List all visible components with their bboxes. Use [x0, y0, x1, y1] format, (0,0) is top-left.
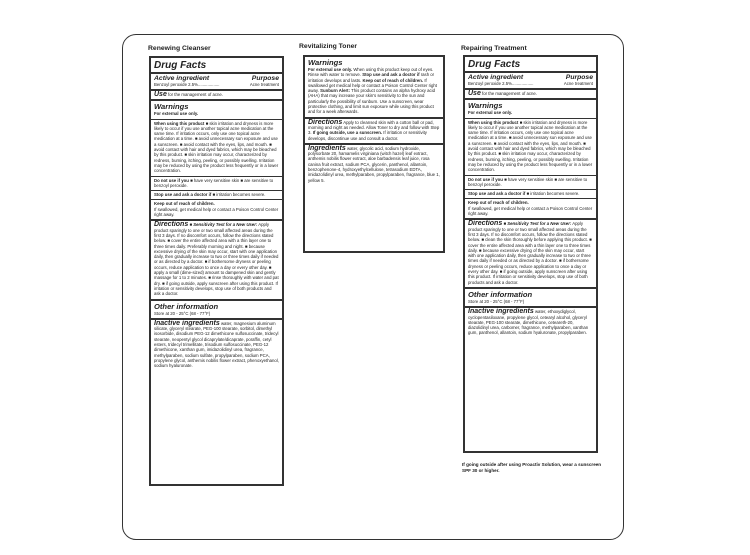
directions-text: Apply product sparingly to one or two small affected areas during the first 3 days. If no discomfort occurs, follow the directions stated below. ■ cover the entire affected area with a thin layer one to three times daily. Preferably morning and night. ■ because excessive drying of the skin may occur, start with one application daily, then gradually increase to two or three times daily if needed or as directed by a doctor. ■ if bothersome dryness or peeling occurs, reduce application to once a day or every other day. ■ apply a small (dime-sized) amount to dampened skin and gently massage for 1 to 2 minutes. ■ rinse thoroughly with water and pat dry. ■ if going outside, apply sunscreen after using this product. If irritation or sensitivity develops, stop use of both products and ask a doctor. [154, 222, 279, 297]
toner-sunscreen-note: If going outside, use a sunscreen. [312, 130, 383, 136]
toner-keep-out-text: If swallowed get medical help or contact a Poison Control Center right away. [308, 77, 437, 94]
other-information-section [151, 301, 282, 320]
drug-facts-panel-cleanser [149, 56, 284, 486]
directions-label: Directions [154, 221, 189, 229]
treatment-keep-out-text: If swallowed, get medical help or contact a Poison Control Center right away. [468, 205, 593, 217]
use-label: Use [154, 91, 167, 98]
warnings-label: Warnings [154, 102, 189, 112]
use-text: for the management of acne. [168, 92, 223, 97]
inactive-ingredients-section [151, 320, 282, 371]
treatment-drug-facts-title: Drug Facts [465, 57, 596, 73]
purpose-value: Acne treatment [249, 82, 279, 87]
treatment-external-use: For external use only. [468, 110, 513, 116]
toner-directions-text: Apply to cleansed skin with a cotton ball or pad, morning and night as needed. Allow Toner to dry and follow with Step 3. [308, 119, 440, 136]
treatment-other-information-text: Store at 20 - 25°C (68 - 77°F) [468, 298, 525, 304]
inactive-ingredients-text: water, magnesium aluminum silicate, glyceryl stearate, PEG-100 stearate, sorbitol, dimethyl isosorbide, disodium PEG-12 dimethicone sulfosuccinate, tridecyl stearate, neopentyl glycol dicaprylate/dicaprate, poraffin, cetyl esters, tridecyl trimellitate, trisodium sulfosuccinate, PEG-12 dimethicone, xanthan gum, imidazolidinyl urea, fragrance, methylparaben, sodium sulfate, propylparaben, sodium PCA, propylene glycol, anthemis nobilis flower extract, phenoxyethanol, sodium hyaluronate. [154, 320, 279, 369]
treatment-active-label: Active ingredient [468, 74, 524, 81]
keep-out-label: Keep out of reach of children. [154, 201, 215, 207]
toner-external-use: For external use only. [308, 67, 353, 72]
treatment-stop-use-section [465, 190, 596, 199]
drug-facts-panel-treatment [463, 55, 598, 453]
treatment-other-information-section [465, 289, 596, 308]
column-heading-repairing-treatment: Repairing Treatment [461, 45, 527, 52]
toner-ingredients-label: Ingredients [308, 144, 346, 152]
when-using-label: When using this product [154, 120, 205, 126]
toner-ingredients-text: water, glycolic acid, sodium hydroxide, polysorbate 20, hamamelis virginiana (witch hazel) leaf extract, anthemis nobilis flower extract, aloe barbadensis leaf juice, rosa canina fruit extract, sodium PCA, glycerin, panthenol, allantoin, benzophenone-4, hydroxyethylcellulose, tetrasodium EDTA, imidazolidinyl urea, methylparaben, propylparaben, fragrance, blue 1, yellow 5. [308, 145, 440, 183]
toner-sunburn-label: Sunburn Alert: [320, 88, 351, 94]
treatment-directions-label: Directions [468, 220, 503, 228]
treatment-other-information-label: Other information [468, 289, 533, 299]
treatment-use-text: for the management of acne. [482, 91, 537, 96]
treatment-stop-use-text: ■ irritation becomes severe. [526, 191, 580, 197]
treatment-warnings-label: Warnings [468, 101, 503, 111]
active-ingredient-value: Benzoyl peroxide 2.5%.................. [154, 82, 220, 87]
toner-stop-use-text: rash or irritation develops and lasts. [308, 72, 435, 83]
treatment-active-ingredient-section [465, 73, 596, 90]
treatment-inactive-ingredients-section [465, 308, 596, 337]
other-information-label: Other information [154, 301, 219, 311]
toner-directions-text-2: If irritation or sensitivity develops, discontinue use and consult a doctor. [308, 130, 427, 141]
toner-stop-use-label: Stop use and ask a doctor if [362, 72, 420, 78]
toner-facts-panel [303, 55, 445, 253]
warnings-section [151, 101, 282, 119]
stop-use-label: Stop use and ask a doctor if [154, 192, 212, 198]
treatment-keep-out-label: Keep out of reach of children. [468, 200, 529, 206]
when-using-text: ■ skin irritation and dryness is more likely to occur if you use another topical acne medication at the same time. If irritation occurs, only use one topical acne medication at a time. ■ avoid unnecessary sun exposure and use a sunscreen. ■ avoid contact with the eyes, lips, and mouth. ■ avoid contact with hair and dyed fabrics, which may be bleached by this product. ■ skin irritation may occur, characterized by redness, burning, itching, peeling, or possibly swelling. Irritation may be reduced by using the product less frequently or in a lower concentration. [154, 120, 279, 174]
keep-out-text: If swallowed, get medical help or contact a Poison Control Center right away. [154, 206, 279, 218]
treatment-stop-use-label: Stop use and ask a doctor if [468, 191, 526, 197]
treatment-use-label: Use [468, 90, 481, 97]
treatment-sensitivity-label: ■ Sensitivity Test for a New User: [503, 221, 572, 227]
column-heading-revitalizing-toner: Revitalizing Toner [299, 43, 358, 50]
treatment-active-value: Benzoyl peroxide 2.5%.................. [468, 81, 534, 86]
keep-out-section [151, 200, 282, 221]
treatment-purpose-value: Acne treatment [563, 81, 593, 86]
sunscreen-footnote: If going outside after using Proactiv Solution, wear a sunscreen SPF 30 or higher. [462, 462, 602, 473]
treatment-when-using-label: When using this product [468, 119, 519, 125]
toner-sunburn-text: This product contains an alpha hydroxy acid (AHA) that may increase your skin's sensitivity to the sun and particularly the possibility of sunburn. Use a sunscreen, wear protective clothing, and limit sun exposure while using this product and for a week afterwards. [308, 88, 435, 115]
toner-ingredients-section [305, 145, 443, 185]
treatment-use-section [465, 90, 596, 100]
do-not-use-label: Do not use if you [154, 177, 189, 183]
inactive-ingredients-label: Inactive ingredients [154, 319, 220, 327]
treatment-do-not-use-text: ■ have very sensitive skin ■ are sensitive to benzoyl peroxide. [468, 176, 588, 187]
treatment-when-using-section [465, 119, 596, 176]
treatment-directions-text: Apply product sparingly to one or two small affected areas during the first 3 days. If no discomfort occurs, follow the directions stated below. ■ clean the skin thoroughly before applying this product. ■ cover the entire affected area with a thin layer one to three times daily. ■ because excessive drying of the skin may occur, start with one application daily, then gradually increase to two or three times daily if needed or as directed by a doctor. ■ if bothersome dryness or peeling occurs, reduce application to once a day or every other day. ■ if going outside, apply sunscreen after using this product. If irritation or sensitivity develops, stop use of both products and ask a doctor. [468, 221, 592, 285]
do-not-use-text: ■ have very sensitive skin ■ are sensitive to benzoyl peroxide. [154, 177, 274, 188]
column-heading-renewing-cleanser: Renewing Cleanser [148, 45, 211, 52]
toner-warnings-label: Warnings [308, 58, 343, 67]
toner-keep-out-label: Keep out of reach of children. [362, 77, 424, 83]
treatment-keep-out-section [465, 199, 596, 220]
treatment-do-not-use-label: Do not use if you [468, 176, 503, 182]
toner-directions-label: Directions [308, 118, 343, 126]
sensitivity-test-label: ■ Sensitivity Test for a New User: [189, 222, 258, 228]
directions-section [151, 221, 282, 300]
use-section [151, 91, 282, 101]
external-use-text: For external use only. [154, 111, 199, 117]
purpose-label: Purpose [251, 75, 279, 82]
active-ingredient-label: Active ingredient [154, 75, 210, 82]
do-not-use-section [151, 177, 282, 192]
treatment-do-not-use-section [465, 176, 596, 191]
treatment-directions-section [465, 220, 596, 289]
active-ingredient-section [151, 74, 282, 91]
when-using-section [151, 120, 282, 177]
toner-warnings-section [305, 57, 443, 119]
treatment-when-using-text: ■ skin irritation and dryness is more likely to occur if you use another topical acne medication at the same time. If irritation occurs, only use one topical acne medication at a time. ■ avoid unnecessary sun exposure and use a sunscreen. ■ avoid contact with the eyes, lips, and mouth. ■ avoid contact with hair and dyed fabrics, which may be bleached by this product. ■ skin irritation may occur, characterized by redness, burning, itching, peeling, or possibly swelling. Irritation may be reduced by using the product less frequently or in a lower concentration. [468, 119, 593, 173]
treatment-purpose-label: Purpose [565, 74, 593, 81]
drug-facts-title: Drug Facts [151, 58, 282, 74]
stop-use-text: ■ irritation becomes severe. [212, 192, 266, 198]
treatment-inactive-text: water, ethoxydiglycol, cyclopentasiloxane, propylene glycol, cetearyl alcohol, glyceryl stearate, PEG-100 stearate, dimethicone, ceteareth-20, diazolidinyl urea, carbomer, fragrance, methylparaben, xanthan gum, panthenol, allantoin, sodium hyaluronate, propylparaben. [468, 309, 589, 336]
treatment-warnings-section [465, 100, 596, 118]
toner-directions-section [305, 119, 443, 145]
other-information-text: Store at 20 - 25°C (68 - 77°F) [154, 310, 211, 316]
treatment-inactive-label: Inactive ingredients [468, 308, 534, 316]
stop-use-section [151, 191, 282, 200]
toner-when-using-text: When using this product keep out of eyes. Rinse with water to remove. [308, 67, 434, 78]
